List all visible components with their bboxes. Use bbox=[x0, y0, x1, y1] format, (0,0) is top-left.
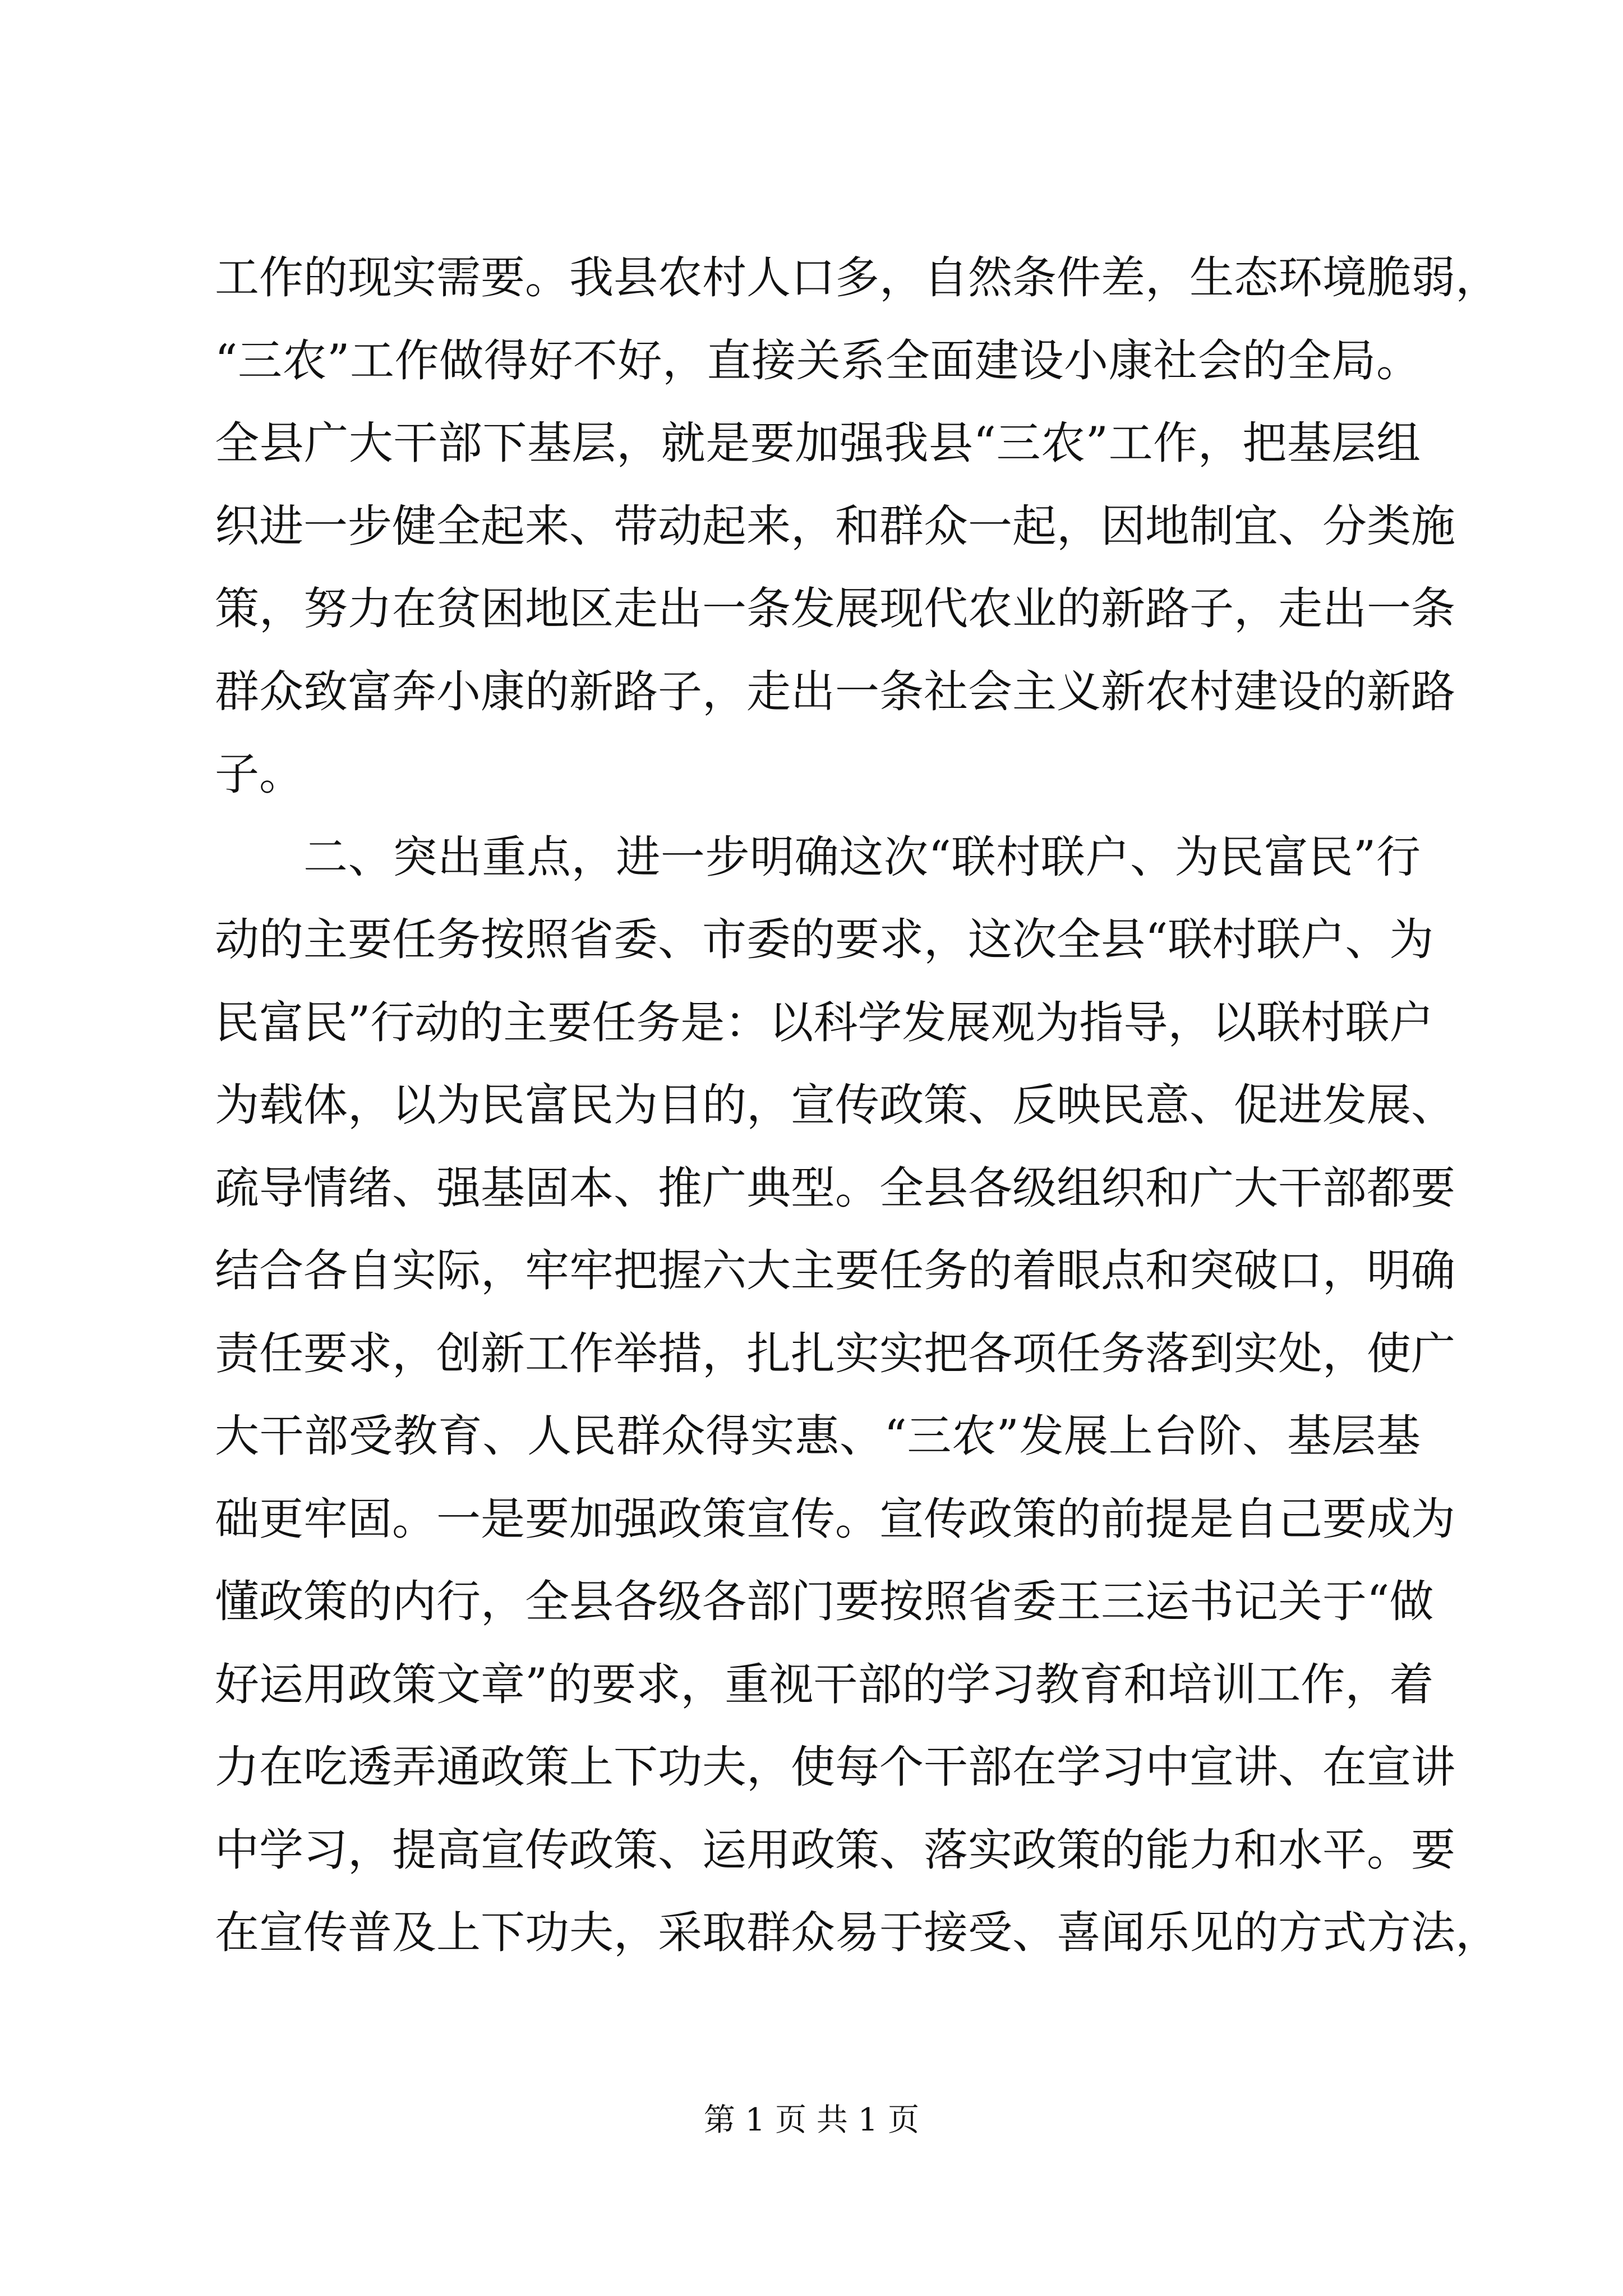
text-line-3: 全县广大干部下基层，就是要加强我县“三农”工作，把基层组 bbox=[215, 417, 1421, 469]
text-line-10: 民富民”行动的主要任务是：以科学发展观为指导，以联村联户 bbox=[215, 997, 1434, 1048]
page-footer: 第 1 页 共 1 页 bbox=[703, 2102, 920, 2138]
text-line-2: “三农”工作做得好不好，直接关系全面建设小康社会的全局。 bbox=[215, 335, 1421, 386]
text-line-8: 二、突出重点，进一步明确这次“联村联户、为民富民”行 bbox=[303, 831, 1421, 883]
text-line-13: 结合各自实际，牢牢把握六大主要任务的着眼点和突破口，明确 bbox=[215, 1245, 1455, 1296]
text-line-20: 中学习，提高宣传政策、运用政策、落实政策的能力和水平。要 bbox=[215, 1824, 1455, 1876]
text-line-16: 础更牢固。一是要加强政策宣传。宣传政策的前提是自己要成为 bbox=[215, 1493, 1455, 1545]
text-line-4: 织进一步健全起来、带动起来，和群众一起，因地制宜、分类施 bbox=[215, 500, 1455, 552]
text-line-11: 为载体，以为民富民为目的，宣传政策、反映民意、促进发展、 bbox=[215, 1079, 1455, 1131]
text-line-9: 动的主要任务按照省委、市委的要求，这次全县“联村联户、为 bbox=[215, 914, 1434, 965]
text-line-1: 工作的现实需要。我县农村人口多，自然条件差，生态环境脆弱， bbox=[215, 252, 1500, 303]
text-line-5: 策，努力在贫困地区走出一条发展现代农业的新路子，走出一条 bbox=[215, 583, 1455, 634]
text-line-7: 子。 bbox=[215, 748, 303, 800]
text-line-18: 好运用政策文章”的要求，重视干部的学习教育和培训工作，着 bbox=[215, 1659, 1434, 1710]
text-line-15: 大干部受教育、人民群众得实惠、“三农”发展上台阶、基层基 bbox=[215, 1410, 1421, 1462]
text-line-17: 懂政策的内行，全县各级各部门要按照省委王三运书记关于“做 bbox=[215, 1576, 1434, 1627]
text-line-19: 力在吃透弄通政策上下功夫，使每个干部在学习中宣讲、在宣讲 bbox=[215, 1741, 1455, 1793]
text-line-14: 责任要求，创新工作举措，扎扎实实把各项任务落到实处，使广 bbox=[215, 1328, 1455, 1379]
text-line-21: 在宣传普及上下功夫，采取群众易于接受、喜闻乐见的方式方法， bbox=[215, 1907, 1500, 1958]
text-line-12: 疏导情绪、强基固本、推广典型。全县各级组织和广大干部都要 bbox=[215, 1162, 1455, 1214]
text-line-6: 群众致富奔小康的新路子，走出一条社会主义新农村建设的新路 bbox=[215, 666, 1455, 717]
